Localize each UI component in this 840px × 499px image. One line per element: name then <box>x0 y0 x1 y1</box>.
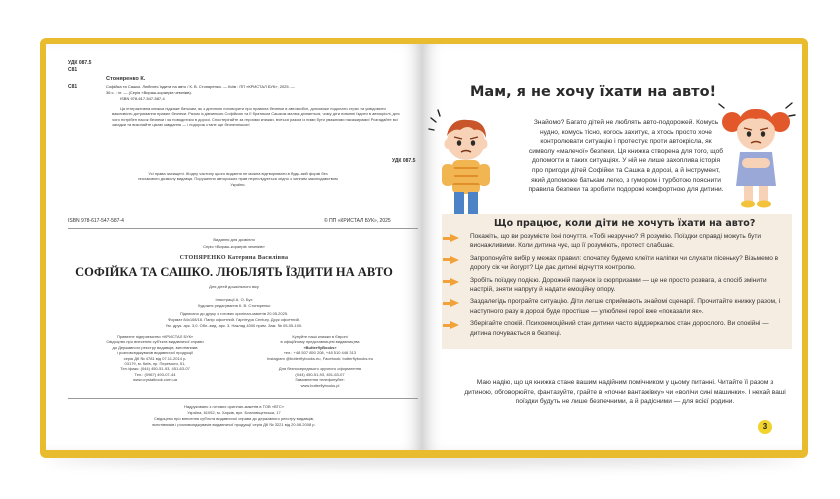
publisher-line: 03179, м. Київ, пр. Перемоги, 51, <box>124 361 186 367</box>
catalog-line: 36 с. : іл. — (Серія «Вираш-кораерів чемніків). <box>106 90 192 95</box>
publisher-line: Приватне підприємство «КРИСТАЛ БУК» <box>116 334 194 339</box>
publisher-line: до Державного реєстру видавців, виготівників <box>112 344 198 350</box>
publisher-link[interactable]: www.crystalbook.com.ua <box>132 377 177 383</box>
arrow-icon <box>450 256 459 264</box>
imprint-line: Формат 84х108/16. Папір офсетний. Гарнітура Century. Друк офсетний. <box>168 317 300 322</box>
tip-text: Зберігайте спокій. Психоемоційний стан дитини часто віддзеркалює стан дорослого. Ви спокійні — дитина почувається в безпеці. <box>470 320 769 337</box>
printer-line: Свідоцтво про внесення суб'єкта видавничої справи до державного реєстру видавців, <box>153 416 315 421</box>
book-annotation: Ця інтерактивна книжка підкаже батькам, як з дитиною поговорити про правила безпеки в автомобілі, допоможе подолати страх та усвідомити важливість дотримання правил безпеки. Разом із дівчинкою Софійкою та її братиком Сашком малюк дізнається, чому діти повинні їздити в автокріслі, для чого потрібен пасок безпеки і як поводитися в дорозі. Спостерігайте за героями книжки, вчіться разом із ними бути уважними пасажирами! Розгадайте всі загадки та виконайте цікаві завдання — і подорож стане ще безпечнішою! <box>112 106 400 128</box>
anger-lines <box>429 110 440 130</box>
right-page-intro <box>422 44 802 450</box>
tips-heading: Що працює, коли діти не хочуть їхати на авто? <box>494 218 756 229</box>
divider <box>68 228 418 229</box>
buy-line: тел.: +48 507 850 208, +48 510 446 313 <box>283 350 357 356</box>
tip-text: Запропонуйте вибір у межах правил: спочатку будемо клеїти наліпки чи слухати пісеньку? Візьмемо в дорогу сік чи йогурт? Це дає дитині відчуття контролю. <box>470 254 779 272</box>
printer-line: Україна, 61052, м. Харків, вул. Благовіщенська, 17 <box>187 410 281 415</box>
buy-line: Купуйте наші книжки в Європі <box>292 334 348 339</box>
imprint-line: Художнє редагування К. В. Стоняренко <box>197 303 271 308</box>
edition-type: Видання для дозвілля <box>213 237 255 242</box>
arrow-icon <box>450 234 459 242</box>
tips-list <box>450 232 782 341</box>
tip-text: Заздалегідь програйте ситуацію. Діти легше сприймають знайомі сценарії. Прочитайте книжку разом, і наступного разу в дорозі буде простіше — улюблені герої вже «показали як». <box>470 298 781 315</box>
printer-line: виготівників і розповсюджувачів видавничої продукції серія ДК № 3221 від 20.06.2008 р. <box>152 422 316 427</box>
rights-notice: Усі права захищені. Жодну частину цього видання не можна відтворювати в будь-якій формі без письмового дозволу видавця. Порушення авторських прав переслідується згідно з чинним законодавством України. <box>138 171 338 187</box>
buy-line: Для безпосереднього зручного оформлення <box>278 366 362 372</box>
imprint-line: Підписано до друку з готових оригінал-макетів 20.05.2025. <box>179 311 289 316</box>
printer-line: Надруковано з готових оригінал-макетів в ТОВ «ВТС» <box>184 404 284 409</box>
boy-illustration <box>428 106 500 226</box>
imprint-line: Ілюстрації А. О. Бух <box>215 297 253 302</box>
series-name: Серія «Вираш-кораерів чемніків» <box>203 244 265 249</box>
tip-item <box>450 276 782 295</box>
buy-link[interactable]: www.butterflybooks.pl <box>300 382 340 388</box>
udk-code-s: С81 <box>68 67 78 73</box>
girl-illustration <box>716 94 796 214</box>
isbn: ISBN 978-617-547-587-4 <box>68 218 124 224</box>
page-number-badge: 3 <box>758 420 772 434</box>
publisher-line: Тел.: (0967) 493-07-44 <box>134 371 176 377</box>
arrow-icon <box>450 278 459 286</box>
intro-paragraph: Знайомо? Багато дітей не люблять авто-подорожей. Комусь нудно, комусь тісно, когось захитує, а хтось просто хоче контролювати ситуацію і протестує проти автокрісла, як символу «малечої» безпеки. Ця книжка створена для того, щоб допомогти в таких ситуаціях. У ній не лише захоплива історія про пригоди дітей Софійки та Сашка в дорозі, а й інструмент, який допоможе батькам легко, з гумором і турботою пояснити правила безпеки та зробити подорожі комфортною для дитини. <box>528 119 724 194</box>
udk-code-right: УДК 087.5 <box>392 158 416 164</box>
buy-line: «ButterflyBooks» <box>303 344 337 350</box>
catalog-isbn: ISBN 978-617-547-587-4 <box>120 96 165 101</box>
buy-line: в офіційному представництві видавництва <box>280 339 360 345</box>
udk-code: УДК 087.5 <box>68 60 92 66</box>
catalog-code: С81 <box>68 84 78 90</box>
book-title: СОФІЙКА ТА САШКО. ЛЮБЛЯТЬ ЇЗДИТИ НА АВТО <box>75 265 393 279</box>
tip-text: Зробіть поїздку подією. Дорожній пакунок із сюрпризами — це не просто розвага, а спосіб змінити настрій, зняти напругу й надати емоційну опору. <box>470 276 767 294</box>
europe-buy-block <box>242 334 398 388</box>
closing-paragraph: Маю надію, що ця книжка стане вашим надійним помічником у цьому питанні. Читайте її разом з дитиною, обговорюйте, фантазуйте, грайте в «почни вантажівку» чи «волічи сині машинки». І нехай ваші поїздки будуть не лише безпечними, а й радісними — для всієї родини. <box>464 379 786 406</box>
buy-line: Instagram @butterflybooks.eu, Facebook: butterflybooks.eu <box>267 355 373 361</box>
page-heading: Мам, я не хочу їхати на авто! <box>470 84 717 100</box>
buy-line: (044) 450-51-93, 451-63-07 <box>295 371 345 377</box>
author-name: СТОНЯРЕНКО Катерина Василівна <box>179 255 289 261</box>
catalog-line: Софійка та Сашко. Люблять їздити на авто / К. В. Стоняренко. — Київ : ПП «КРИСТАЛ БУК», 2025. — <box>106 84 295 89</box>
tip-item <box>450 319 782 338</box>
publisher-line: Свідоцтво про внесення суб'єкта видавничої справи <box>106 339 204 345</box>
copyright: © ПП «КРИСТАЛ БУК», 2025 <box>324 218 391 224</box>
buy-line: Замовлення телефонуйте: <box>295 377 345 383</box>
publisher-line: серія ДК № 4781 від 07.11.2014 р. <box>123 355 187 361</box>
imprint-line: Ум. друк. арк. 3,0. Обл.-вид. арк. 3. Наклад 4000 прим. Зам. № 05-05-100. <box>165 323 303 328</box>
arrow-icon <box>450 321 459 329</box>
audience: Для дітей дошкільного віку <box>209 284 259 289</box>
publisher-line: і розповсюджувачів видавничої продукції <box>116 350 194 356</box>
publisher-line: Тел./факс: (044) 450-51-93, 451-63-07 <box>120 366 190 372</box>
tip-item <box>450 297 782 316</box>
tip-text: Покажіть, що ви розумієте їхні почуття. «Тобі незручно? Я розумію. Поїздки справді можуть бути виснажливими. Коли дитина чує, що її розуміють, протест слабшає. <box>470 233 762 250</box>
tip-item <box>450 232 782 251</box>
arrow-icon <box>450 299 459 307</box>
left-page-imprint <box>46 44 422 450</box>
publisher-block <box>80 334 230 383</box>
tip-item <box>450 254 782 273</box>
catalog-author: Стоняренко К. <box>106 76 146 82</box>
divider <box>68 398 418 399</box>
